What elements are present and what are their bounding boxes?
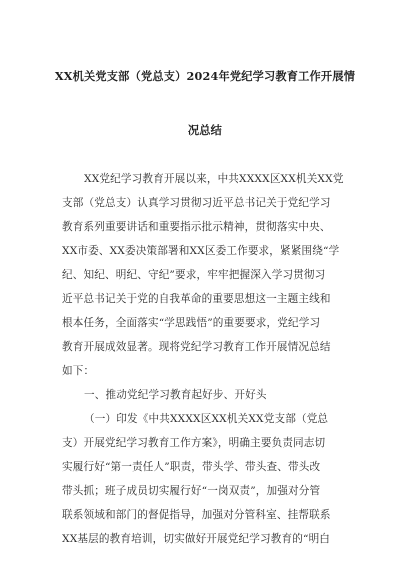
paragraph-line: 教育开展成效显著。现将党纪学习教育工作开展情况总结: [62, 341, 331, 353]
paragraph-line: 近平总书记关于党的自我革命的重要思想这一主题主线和: [62, 293, 331, 305]
paragraph-line: 支部（党总支）认真学习贯彻习近平总书记关于党纪学习: [62, 197, 331, 209]
paragraph-line: XX基层的教育培训，切实做好开展党纪学习教育的“明白: [62, 533, 331, 545]
paragraph-line: 纪、知纪、明纪、守纪”要求，牢牢把握深入学习贯彻习: [62, 269, 326, 281]
document-title-line-2: 况总结: [187, 123, 223, 137]
paragraph-line: 联系领域和部门的督促指导，加强对分管科室、挂帮联系: [62, 509, 331, 521]
paragraph-line: 实履行好“第一责任人”职责，带头学、带头查、带头改: [62, 461, 321, 473]
paragraph-line: （一）印发《中共XXXX区XX机关XX党支部（党总: [84, 413, 329, 425]
section-heading: 一、推动党纪学习教育起好步、开好头: [84, 389, 267, 401]
paragraph-line: XX市委、XX委决策部署和XX区委工作要求，紧紧围绕“学: [62, 245, 340, 257]
paragraph-line: 带头抓；班子成员切实履行好“一岗双责”，加强对分管: [62, 485, 321, 497]
document-title-line-1: XX机关党支部（党总支）2024年党纪学习教育工作开展情: [54, 69, 356, 83]
paragraph-line: 根本任务，全面落实“学思践悟”的重要要求，党纪学习: [62, 317, 321, 329]
paragraph-line: 教育系列重要讲话和重要指示批示精神，贯彻落实中央、: [62, 221, 331, 233]
paragraph-line: 如下：: [62, 365, 95, 377]
paragraph-line: 支）开展党纪学习教育工作方案》，明确主要负责同志切: [62, 437, 326, 449]
paragraph-line: XX党纪学习教育开展以来，中共XXXX区XX机关XX党: [84, 173, 344, 185]
